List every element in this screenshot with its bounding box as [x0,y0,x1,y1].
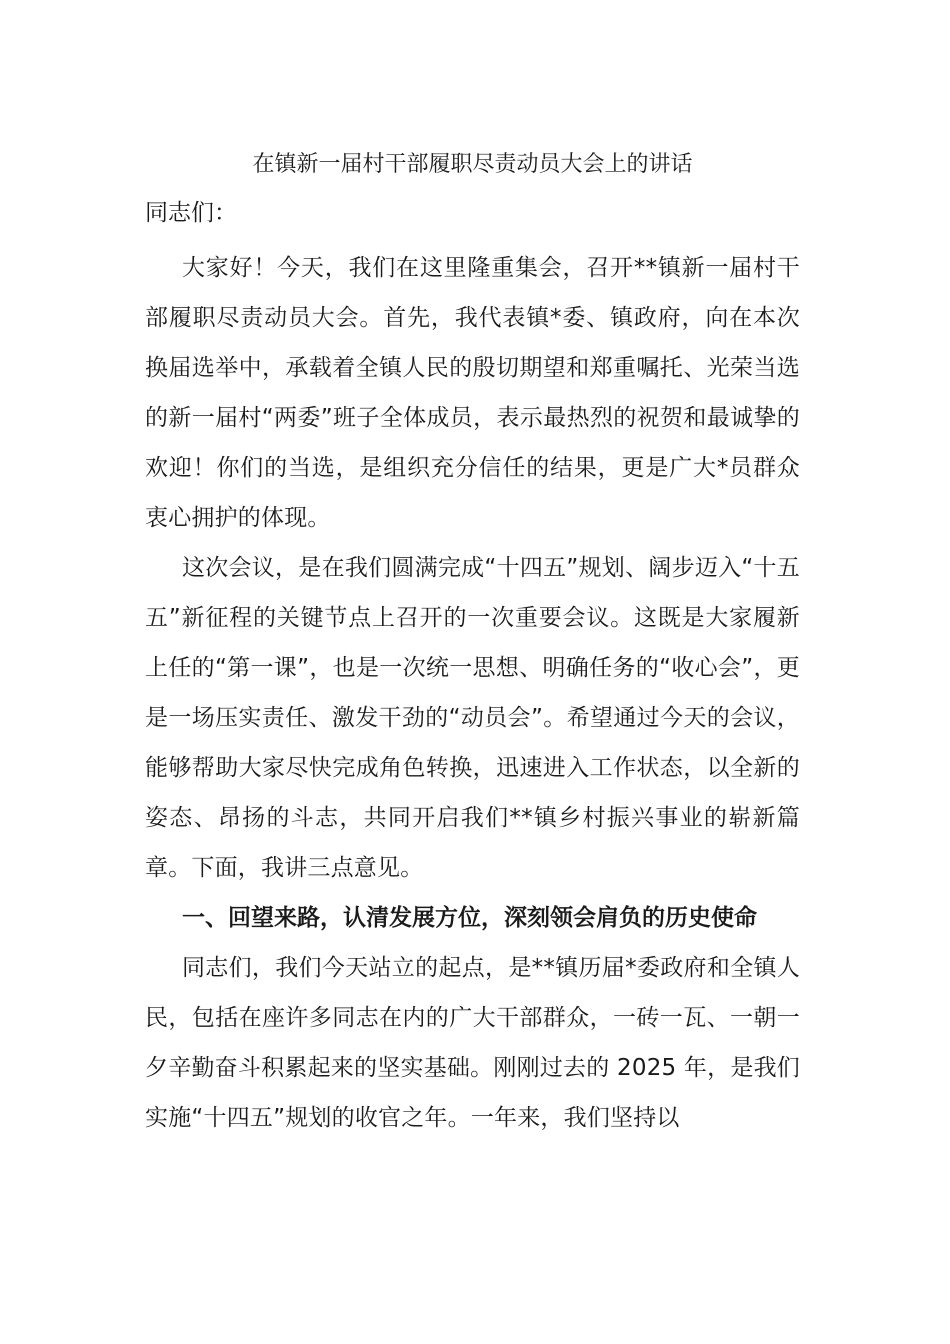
section-heading-1: 一、回望来路，认清发展方位，深刻领会肩负的历史使命 [182,905,757,931]
paragraph-meeting-purpose: 这次会议，是在我们圆满完成“十四五”规划、阔步迈入“十五五”新征程的关键节点上召开的一次重要会议。这既是大家履新上任的“第一课”，也是一次统一思想、明确任务的“收心会”，更是一场压实责任、激发干劲的“动员会”。希望通过今天的会议，能够帮助大家尽快完成角色转换，迅速进入工作状态，以全新的姿态、昂扬的斗志，共同开启我们**镇乡村振兴事业的崭新篇章。下面，我讲三点意见。 [145,555,800,881]
salutation: 同志们： [145,200,237,226]
document-title: 在镇新一届村干部履职尽责动员大会上的讲话 [252,152,693,177]
paragraph-section-1: 同志们，我们今天站立的起点，是**镇历届*委政府和全镇人民，包括在座许多同志在内的广大干部群众，一砖一瓦、一朝一夕辛勤奋斗积累起来的坚实基础。刚刚过去的 2025 年，是我们实施“十四五”规划的收官之年。一年来，我们坚持以 [145,955,800,1131]
paragraph-opening: 大家好！今天，我们在这里隆重集会，召开**镇新一届村干部履职尽责动员大会。首先，我代表镇*委、镇政府，向在本次换届选举中，承载着全镇人民的殷切期望和郑重嘱托、光荣当选的新一届村“两委”班子全体成员，表示最热烈的祝贺和最诚挚的欢迎！你们的当选，是组织充分信任的结果，更是广大*员群众衷心拥护的体现。 [145,255,800,531]
document-body [145,145,800,1143]
